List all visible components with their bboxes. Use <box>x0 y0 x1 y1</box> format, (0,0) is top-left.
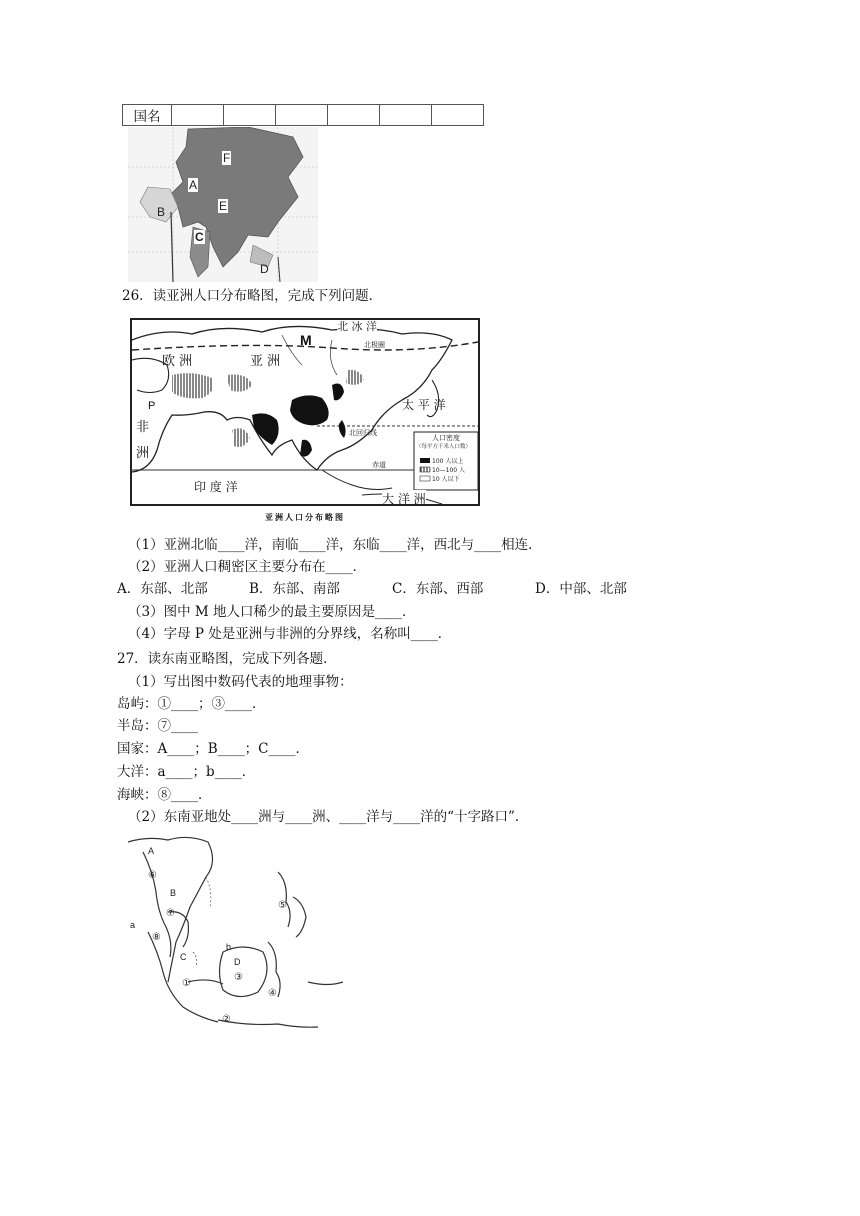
country-name-table <box>122 104 484 126</box>
label-indian-ocean: 印 度 洋 <box>194 480 238 494</box>
sea-label-1: ① <box>182 978 191 989</box>
label-arctic-ocean: 北 冰 洋 <box>337 320 377 333</box>
label-africa: 非 洲 <box>136 420 150 461</box>
legend-sparse: 10 人以下 <box>432 476 460 483</box>
q26-option-b: B．东部、南部 <box>249 581 340 597</box>
sea-label-4: ④ <box>268 988 277 999</box>
q27-sub2: （2）东南亚地处____洲与____洲、____洋与____洋的“十字路口”． <box>128 809 529 825</box>
q26-option-d: D．中部、北部 <box>535 581 627 597</box>
southeast-asia-map <box>128 832 350 1032</box>
sea-label-7: ⑦ <box>166 908 175 919</box>
label-m: M <box>300 332 312 348</box>
q27-sub1: （1）写出图中数码代表的地理事物： <box>128 674 353 690</box>
q26-option-c: C．东部、西部 <box>392 581 484 597</box>
legend-dense: 100 人以上 <box>432 458 464 465</box>
q26-part4: （4）字母 P 处是亚洲与非洲的分界线，名称叫____． <box>128 626 452 642</box>
map1-label-f: F <box>223 151 231 165</box>
label-p: P <box>148 400 156 412</box>
map1-label-e: E <box>219 199 228 213</box>
label-oceania: 大 洋 洲 <box>382 492 426 506</box>
table-cell <box>172 105 224 126</box>
label-europe: 欧 洲 <box>162 354 193 369</box>
sea-label-2: ② <box>222 1014 231 1025</box>
q26-part2: （2）亚洲人口稠密区主要分布在____． <box>128 559 367 575</box>
asia-population-map <box>130 318 480 506</box>
q27-oceans: 大洋：a____；b____． <box>117 764 256 780</box>
label-tropic: 北回归线 <box>349 429 377 437</box>
sea-label-5: ⑤ <box>278 900 287 911</box>
map1-label-b: B <box>157 205 166 219</box>
legend-title: 人口密度 <box>432 434 460 442</box>
q27-title: 27．读东南亚略图，完成下列各题． <box>117 651 337 667</box>
map1-label-c: C <box>195 230 204 244</box>
table-cell <box>432 105 484 126</box>
sea-label-a-country: A <box>148 846 155 856</box>
table-cell <box>328 105 380 126</box>
table-cell <box>224 105 276 126</box>
table-header-cell: 国名 <box>123 105 172 126</box>
sea-label-a-ocean: a <box>130 920 136 930</box>
q27-countries: 国家：A____；B____；C____． <box>117 741 309 757</box>
sea-map-graphic <box>128 832 350 1032</box>
label-asia: 亚 洲 <box>250 354 281 369</box>
q27-strait: 海峡：⑧____． <box>117 787 212 803</box>
population-map-caption: 亚洲人口分布略图 <box>265 512 345 522</box>
q27-peninsula: 半岛：⑦____ <box>117 718 198 734</box>
label-pacific: 太 平 洋 <box>402 398 446 412</box>
sea-label-d-country: D <box>234 957 241 967</box>
sea-label-b-country: B <box>170 888 177 898</box>
map1-label-a: A <box>189 178 198 192</box>
q26-title: 26．读亚洲人口分布略图，完成下列问题． <box>122 288 383 304</box>
sea-label-b-ocean: b <box>226 942 232 952</box>
asia-map-1 <box>128 127 318 282</box>
label-equator: 赤道 <box>372 461 386 469</box>
map1-label-d: D <box>260 262 269 276</box>
legend-subtitle: （每平方千米人口数） <box>416 444 472 450</box>
q26-option-a: A．东部、北部 <box>117 581 208 597</box>
table-cell <box>380 105 432 126</box>
table-cell <box>276 105 328 126</box>
sea-label-8: ⑧ <box>152 932 161 943</box>
legend-medium: 10—100 人 <box>432 467 465 474</box>
q26-part1: （1）亚洲北临____洋，南临____洋，东临____洋，西北与____相连． <box>128 537 542 553</box>
sea-label-c-country: C <box>180 952 187 962</box>
label-arctic-circle: 北极圈 <box>364 341 385 349</box>
q27-islands: 岛屿：①____；③____． <box>117 696 266 712</box>
q26-part3: （3）图中 M 地人口稀少的最主要原因是____． <box>128 604 416 620</box>
sea-label-3: ③ <box>234 972 243 983</box>
sea-label-6: ⑥ <box>148 870 157 881</box>
